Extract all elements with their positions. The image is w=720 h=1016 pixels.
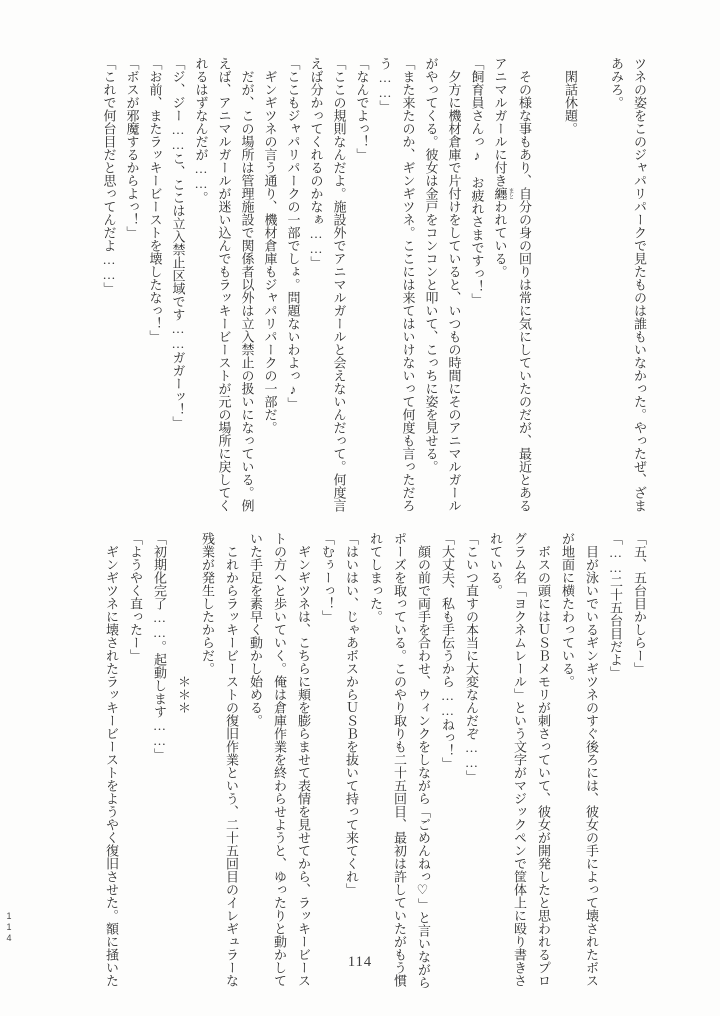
text-line (582, 57, 605, 517)
text-line: その様な事もあり、自分の身の回りは常に気にしていたのだが、最近とある (517, 57, 532, 512)
text-line: 「ここもジャパリパークの一部でしょ。問題ないわよっ♪」 (285, 57, 301, 410)
text-line: 「飼育員さんっ♪ お疲れさまですっ！」 (469, 57, 485, 306)
furigana-ruby: 纏 まと (492, 187, 513, 200)
text-line: 「はいはい、じゃあボスからＵＳＢを抜いて持って来てくれ」 (344, 532, 359, 896)
page-number: 114 (347, 954, 373, 970)
text-line: これからラッキービーストの復旧作業という、二十五回目のイレギュラーな (224, 532, 239, 987)
text-line: えば分かってくれるのかなぁ……」 (308, 57, 324, 269)
text-line: が地面に横たわっている。 (560, 532, 575, 688)
text-line: 「これで何台目だと思ってんだよ……」 (101, 57, 117, 295)
text-line: 「なんでよっ！」 (354, 57, 370, 161)
text-line: だが、この場所は管理施設で関係者以外は立入禁止の扱いになっている。例 (239, 57, 255, 512)
text-line (536, 57, 559, 517)
text-line: れている。 (488, 532, 503, 597)
text-line: いた手足を素早く動かし始める。 (248, 532, 263, 727)
text-line: 「ジ、ジー……こ、ここは立入禁止区域です……ガガーッ！」 (170, 57, 186, 429)
text-line: あみろ。 (609, 57, 624, 109)
top-text-block (98, 57, 652, 517)
text-line: 「むぅーっ！」 (320, 532, 335, 623)
text-line: 「ようやく直ったー」 (128, 532, 143, 662)
text-line: グラム名「ヨクネムレール」という文字がマジックペンで筐体上に殴り書きさ (512, 532, 527, 987)
text-line: 「こいつ直すの本当に大変なんだぞ……」 (464, 532, 479, 783)
text-line: 「初期化完了……。起動します……」 (152, 532, 167, 761)
text-line: トの方へと歩いていく。俺は倉庫作業を終わらせようと、ゆったりと動かして (272, 532, 287, 987)
text-line: 閑話休題。 (563, 57, 578, 135)
text-line: ギンギツネに壊されたラッキービーストをようやく復旧させた。額に掻いた (104, 532, 119, 987)
text-line: えば、アニマルガールが迷い込んでもラッキービーストが元の場所に戻してく (216, 57, 232, 512)
text-line: 「五、五台目かしらー」 (632, 532, 647, 675)
text-line: ギンギツネは、こちらに頬を膨らませて表情を見せてから、ラッキービース (296, 532, 311, 987)
text-line: ツネの姿をこのジャパリパークで見たものは誰もいなかった。やったぜ、ざま (632, 57, 647, 512)
text-line: 「ボスが邪魔するからよっ！」 (124, 57, 140, 239)
text-line: れるはずなんだが……。 (193, 57, 209, 204)
text-line: 目が泳いでいるギンギツネのすぐ後ろには、彼女の手によって壊されたボス (584, 532, 599, 987)
text-line: 夕方に機材倉庫で片付けをしていると、いつもの時間にそのアニマルガール (446, 57, 462, 512)
text-line: ギンギツネの言う通り、機材倉庫もジャパリパークの一部だ。 (262, 57, 278, 434)
text-line: 「また来たのか、ギンギツネ。ここには来てはいけないって何度も言っただろ (400, 57, 416, 512)
text-line: ポーズを取っている。このやり取りも二十五回目、最初は許していたがもう慣 (392, 532, 407, 987)
text-line: ＊＊＊ (176, 532, 191, 714)
text-line: 残業が発生したからだ。 (200, 532, 215, 675)
text-line: 「お前、またラッキービーストを壊したなっ！」 (147, 57, 163, 343)
text-line: 「……二十五台目だよ」 (608, 532, 623, 679)
text-line: 「大丈夫、私も手伝うから……ねっ！」 (440, 532, 455, 770)
text-line: アニマルガールに付き纏 まとわれている。 (492, 57, 513, 278)
text-line: がやってくる。彼女は金戸をコンコンと叩いて、こっちに姿を見せる。 (423, 57, 439, 473)
bottom-text-block (99, 532, 651, 992)
text-line: う……」 (377, 57, 393, 113)
text-line: 「ここの規則なんだよ。施設外でアニマルガールと会えないんだって。何度言 (331, 57, 347, 512)
text-line: れてしまった。 (368, 532, 383, 623)
text-line: ボスの頭にはＵＳＢメモリが刺さっていて、彼女が開発したと思われるプロ (536, 532, 551, 987)
spine-page-number: 114 (4, 911, 14, 944)
text-line: 顔の前で両手を合わせ、ウィンクをしながら「ごめんねっ♡」と言いながら (416, 532, 431, 989)
